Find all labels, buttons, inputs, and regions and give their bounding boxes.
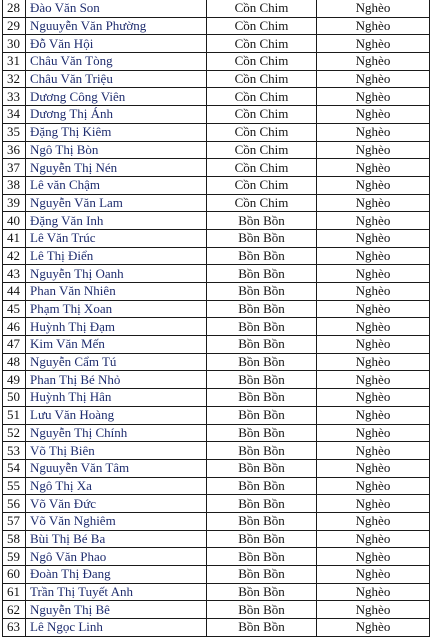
table-row bbox=[3, 619, 430, 637]
household-name-cell: Nguyễn Thị Bê bbox=[26, 601, 207, 619]
table-row bbox=[3, 88, 430, 106]
row-number-cell: 49 bbox=[3, 371, 26, 389]
household-name-cell: Nguyễn Văn Lam bbox=[26, 194, 207, 212]
table-row bbox=[3, 106, 430, 124]
table-row bbox=[3, 53, 430, 71]
household-name-cell: Kim Văn Mến bbox=[26, 336, 207, 354]
row-number-cell: 57 bbox=[3, 512, 26, 530]
hamlet-cell: Bồn Bồn bbox=[207, 512, 317, 530]
poverty-status-cell: Nghèo bbox=[317, 530, 430, 548]
household-name-cell: Ngô Thị Xa bbox=[26, 477, 207, 495]
table-row bbox=[3, 336, 430, 354]
poverty-status-cell: Nghèo bbox=[317, 265, 430, 283]
row-number-cell: 42 bbox=[3, 247, 26, 265]
household-table-body bbox=[3, 0, 430, 636]
row-number-cell: 38 bbox=[3, 176, 26, 194]
row-number-cell: 31 bbox=[3, 53, 26, 71]
household-name-cell: Bùi Thị Bé Ba bbox=[26, 530, 207, 548]
table-row bbox=[3, 17, 430, 35]
hamlet-cell: Bồn Bồn bbox=[207, 336, 317, 354]
hamlet-cell: Bồn Bồn bbox=[207, 495, 317, 513]
poverty-status-cell: Nghèo bbox=[317, 459, 430, 477]
row-number-cell: 54 bbox=[3, 459, 26, 477]
row-number-cell: 39 bbox=[3, 194, 26, 212]
hamlet-cell: Cồn Chim bbox=[207, 35, 317, 53]
row-number-cell: 29 bbox=[3, 17, 26, 35]
table-row bbox=[3, 194, 430, 212]
household-name-cell: Nguyễn Cẩm Tú bbox=[26, 353, 207, 371]
hamlet-cell: Cồn Chim bbox=[207, 88, 317, 106]
household-name-cell: Lưu Văn Hoàng bbox=[26, 406, 207, 424]
household-name-cell: Châu Văn Tòng bbox=[26, 53, 207, 71]
row-number-cell: 30 bbox=[3, 35, 26, 53]
poverty-status-cell: Nghèo bbox=[317, 17, 430, 35]
table-row bbox=[3, 265, 430, 283]
table-row bbox=[3, 548, 430, 566]
hamlet-cell: Cồn Chim bbox=[207, 194, 317, 212]
table-row bbox=[3, 70, 430, 88]
table-row bbox=[3, 353, 430, 371]
hamlet-cell: Bồn Bồn bbox=[207, 247, 317, 265]
household-name-cell: Huỳnh Thị Hân bbox=[26, 389, 207, 407]
poverty-status-cell: Nghèo bbox=[317, 406, 430, 424]
poverty-status-cell: Nghèo bbox=[317, 548, 430, 566]
row-number-cell: 48 bbox=[3, 353, 26, 371]
household-name-cell: Dương Thị Ánh bbox=[26, 106, 207, 124]
household-name-cell: Huỳnh Thị Đạm bbox=[26, 318, 207, 336]
row-number-cell: 44 bbox=[3, 283, 26, 301]
poverty-status-cell: Nghèo bbox=[317, 194, 430, 212]
hamlet-cell: Bồn Bồn bbox=[207, 477, 317, 495]
poverty-status-cell: Nghèo bbox=[317, 88, 430, 106]
hamlet-cell: Cồn Chim bbox=[207, 106, 317, 124]
row-number-cell: 43 bbox=[3, 265, 26, 283]
hamlet-cell: Bồn Bồn bbox=[207, 389, 317, 407]
household-name-cell: Đỗ Văn Hội bbox=[26, 35, 207, 53]
household-name-cell: Đoàn Thị Đang bbox=[26, 566, 207, 584]
hamlet-cell: Bồn Bồn bbox=[207, 619, 317, 637]
table-row bbox=[3, 389, 430, 407]
poverty-status-cell: Nghèo bbox=[317, 336, 430, 354]
row-number-cell: 34 bbox=[3, 106, 26, 124]
row-number-cell: 56 bbox=[3, 495, 26, 513]
poverty-status-cell: Nghèo bbox=[317, 141, 430, 159]
household-name-cell: Dương Công Viên bbox=[26, 88, 207, 106]
row-number-cell: 33 bbox=[3, 88, 26, 106]
household-name-cell: Nguuyễn Văn Tâm bbox=[26, 459, 207, 477]
poverty-status-cell: Nghèo bbox=[317, 318, 430, 336]
table-row bbox=[3, 247, 430, 265]
household-name-cell: Nguyễn Thị Chính bbox=[26, 424, 207, 442]
poverty-status-cell: Nghèo bbox=[317, 477, 430, 495]
poverty-status-cell: Nghèo bbox=[317, 106, 430, 124]
household-name-cell: Châu Văn Triệu bbox=[26, 70, 207, 88]
hamlet-cell: Bồn Bồn bbox=[207, 548, 317, 566]
household-name-cell: Phan Văn Nhiên bbox=[26, 283, 207, 301]
hamlet-cell: Bồn Bồn bbox=[207, 212, 317, 230]
household-name-cell: Võ Thị Biên bbox=[26, 442, 207, 460]
hamlet-cell: Bồn Bồn bbox=[207, 566, 317, 584]
poverty-status-cell: Nghèo bbox=[317, 353, 430, 371]
table-row bbox=[3, 477, 430, 495]
household-name-cell: Ngô Văn Phao bbox=[26, 548, 207, 566]
poverty-status-cell: Nghèo bbox=[317, 35, 430, 53]
poverty-status-cell: Nghèo bbox=[317, 619, 430, 637]
household-name-cell: Trần Thị Tuyết Anh bbox=[26, 583, 207, 601]
poverty-status-cell: Nghèo bbox=[317, 300, 430, 318]
household-name-cell: Võ Văn Đức bbox=[26, 495, 207, 513]
table-row bbox=[3, 229, 430, 247]
row-number-cell: 40 bbox=[3, 212, 26, 230]
hamlet-cell: Cồn Chim bbox=[207, 123, 317, 141]
row-number-cell: 59 bbox=[3, 548, 26, 566]
row-number-cell: 60 bbox=[3, 566, 26, 584]
row-number-cell: 37 bbox=[3, 159, 26, 177]
hamlet-cell: Bồn Bồn bbox=[207, 459, 317, 477]
table-row bbox=[3, 123, 430, 141]
row-number-cell: 28 bbox=[3, 0, 26, 17]
poverty-status-cell: Nghèo bbox=[317, 212, 430, 230]
hamlet-cell: Cồn Chim bbox=[207, 141, 317, 159]
table-row bbox=[3, 512, 430, 530]
poverty-status-cell: Nghèo bbox=[317, 371, 430, 389]
table-row bbox=[3, 0, 430, 17]
poverty-status-cell: Nghèo bbox=[317, 159, 430, 177]
table-row bbox=[3, 212, 430, 230]
hamlet-cell: Cồn Chim bbox=[207, 17, 317, 35]
row-number-cell: 51 bbox=[3, 406, 26, 424]
table-row bbox=[3, 424, 430, 442]
household-name-cell: Nguyễn Thị Nén bbox=[26, 159, 207, 177]
poverty-status-cell: Nghèo bbox=[317, 389, 430, 407]
poverty-status-cell: Nghèo bbox=[317, 70, 430, 88]
hamlet-cell: Cồn Chim bbox=[207, 53, 317, 71]
hamlet-cell: Cồn Chim bbox=[207, 159, 317, 177]
table-row bbox=[3, 495, 430, 513]
poverty-status-cell: Nghèo bbox=[317, 442, 430, 460]
table-row bbox=[3, 141, 430, 159]
household-name-cell: Ngô Thị Bòn bbox=[26, 141, 207, 159]
row-number-cell: 45 bbox=[3, 300, 26, 318]
household-name-cell: Đào Văn Son bbox=[26, 0, 207, 17]
row-number-cell: 36 bbox=[3, 141, 26, 159]
hamlet-cell: Bồn Bồn bbox=[207, 265, 317, 283]
row-number-cell: 46 bbox=[3, 318, 26, 336]
table-row bbox=[3, 530, 430, 548]
hamlet-cell: Bồn Bồn bbox=[207, 300, 317, 318]
row-number-cell: 61 bbox=[3, 583, 26, 601]
hamlet-cell: Bồn Bồn bbox=[207, 530, 317, 548]
row-number-cell: 55 bbox=[3, 477, 26, 495]
poverty-status-cell: Nghèo bbox=[317, 229, 430, 247]
household-name-cell: Lê văn Chậm bbox=[26, 176, 207, 194]
household-name-cell: Lê Văn Trúc bbox=[26, 229, 207, 247]
household-name-cell: Đặng Thị Kiêm bbox=[26, 123, 207, 141]
household-name-cell: Võ Văn Nghiêm bbox=[26, 512, 207, 530]
household-table bbox=[2, 0, 430, 637]
table-row bbox=[3, 442, 430, 460]
poverty-status-cell: Nghèo bbox=[317, 512, 430, 530]
poverty-status-cell: Nghèo bbox=[317, 583, 430, 601]
hamlet-cell: Bồn Bồn bbox=[207, 318, 317, 336]
poverty-status-cell: Nghèo bbox=[317, 123, 430, 141]
row-number-cell: 32 bbox=[3, 70, 26, 88]
poverty-status-cell: Nghèo bbox=[317, 566, 430, 584]
table-row bbox=[3, 566, 430, 584]
hamlet-cell: Bồn Bồn bbox=[207, 371, 317, 389]
row-number-cell: 35 bbox=[3, 123, 26, 141]
household-name-cell: Nguyễn Thị Oanh bbox=[26, 265, 207, 283]
table-row bbox=[3, 176, 430, 194]
row-number-cell: 41 bbox=[3, 229, 26, 247]
household-name-cell: Nguuyễn Văn Phường bbox=[26, 17, 207, 35]
hamlet-cell: Bồn Bồn bbox=[207, 353, 317, 371]
hamlet-cell: Bồn Bồn bbox=[207, 406, 317, 424]
poverty-status-cell: Nghèo bbox=[317, 283, 430, 301]
poverty-status-cell: Nghèo bbox=[317, 424, 430, 442]
row-number-cell: 62 bbox=[3, 601, 26, 619]
hamlet-cell: Bồn Bồn bbox=[207, 442, 317, 460]
poverty-status-cell: Nghèo bbox=[317, 601, 430, 619]
hamlet-cell: Bồn Bồn bbox=[207, 229, 317, 247]
poverty-status-cell: Nghèo bbox=[317, 247, 430, 265]
row-number-cell: 58 bbox=[3, 530, 26, 548]
table-row bbox=[3, 300, 430, 318]
household-name-cell: Lê Ngọc Linh bbox=[26, 619, 207, 637]
poverty-status-cell: Nghèo bbox=[317, 176, 430, 194]
hamlet-cell: Bồn Bồn bbox=[207, 583, 317, 601]
table-row bbox=[3, 371, 430, 389]
table-row bbox=[3, 583, 430, 601]
household-list-page bbox=[2, 0, 430, 637]
row-number-cell: 63 bbox=[3, 619, 26, 637]
table-row bbox=[3, 601, 430, 619]
row-number-cell: 47 bbox=[3, 336, 26, 354]
household-name-cell: Đặng Văn Inh bbox=[26, 212, 207, 230]
hamlet-cell: Bồn Bồn bbox=[207, 424, 317, 442]
table-row bbox=[3, 459, 430, 477]
poverty-status-cell: Nghèo bbox=[317, 495, 430, 513]
table-row bbox=[3, 283, 430, 301]
hamlet-cell: Bồn Bồn bbox=[207, 601, 317, 619]
hamlet-cell: Cồn Chim bbox=[207, 70, 317, 88]
row-number-cell: 50 bbox=[3, 389, 26, 407]
poverty-status-cell: Nghèo bbox=[317, 0, 430, 17]
table-row bbox=[3, 406, 430, 424]
table-row bbox=[3, 318, 430, 336]
hamlet-cell: Cồn Chim bbox=[207, 0, 317, 17]
table-row bbox=[3, 159, 430, 177]
poverty-status-cell: Nghèo bbox=[317, 53, 430, 71]
household-name-cell: Phạm Thị Xoan bbox=[26, 300, 207, 318]
hamlet-cell: Bồn Bồn bbox=[207, 283, 317, 301]
row-number-cell: 52 bbox=[3, 424, 26, 442]
household-name-cell: Phan Thị Bé Nhỏ bbox=[26, 371, 207, 389]
table-row bbox=[3, 35, 430, 53]
row-number-cell: 53 bbox=[3, 442, 26, 460]
household-name-cell: Lê Thị Điển bbox=[26, 247, 207, 265]
hamlet-cell: Cồn Chim bbox=[207, 176, 317, 194]
